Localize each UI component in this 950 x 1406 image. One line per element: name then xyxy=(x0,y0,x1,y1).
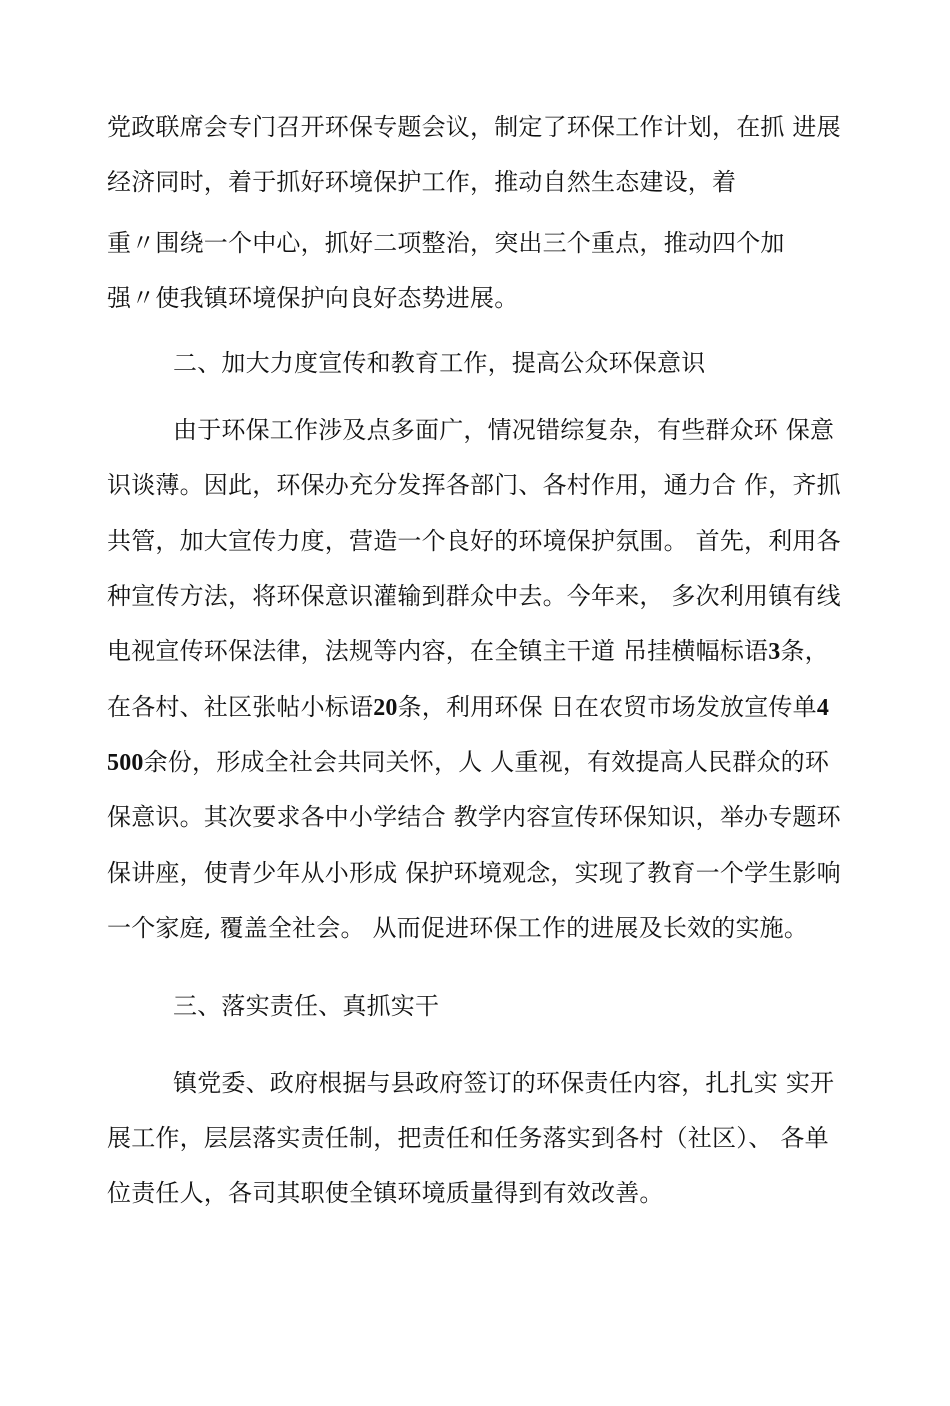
paragraph-line: 保意识。其次要求各中小学结合 教学内容宣传环保知识，举办专题环 xyxy=(107,803,841,831)
paragraph-line: 由于环保工作涉及点多面广，情况错综复杂，有些群众环 保意 xyxy=(173,416,835,444)
section-heading-2: 二、加大力度宣传和教育工作，提高公众环保意识 xyxy=(173,349,706,377)
section-heading-3: 三、落实责任、真抓实干 xyxy=(173,992,440,1020)
paragraph-line: 党政联席会专门召开环保专题会议，制定了环保工作计划，在抓 进展 xyxy=(107,113,841,141)
paragraph-line: 识谈薄。因此，环保办充分发挥各部门、各村作用，通力合 作，齐抓 xyxy=(107,471,841,499)
paragraph-line: 镇党委、政府根据与县政府签订的环保责任内容，扎扎实 实开 xyxy=(173,1069,835,1097)
paragraph-line: 重〃围绕一个中心，抓好二项整治，突出三个重点，推动四个加 xyxy=(107,229,785,257)
paragraph-line: 位责任人，各司其职使全镇环境质量得到有效改善。 xyxy=(107,1179,664,1207)
number-value: 4 xyxy=(816,695,830,721)
number-value: 500 xyxy=(107,750,144,776)
paragraph-line: 一个家庭, 覆盖全社会。 从而促进环保工作的进展及长效的实施。 xyxy=(107,914,809,942)
paragraph-line: 强〃使我镇环境保护向良好态势进展。 xyxy=(107,284,519,312)
text-segment: 条， xyxy=(780,637,829,665)
paragraph-line xyxy=(107,692,829,723)
paragraph-line xyxy=(107,747,829,778)
number-value: 20 xyxy=(373,695,398,721)
paragraph-line: 种宣传方法，将环保意识灌输到群众中去。今年来， 多次利用镇有线 xyxy=(107,582,841,610)
text-segment: 余份，形成全社会共同关怀，人 人重视，有效提高人民群众的环 xyxy=(143,748,830,776)
paragraph-line: 经济同时，着于抓好环境保护工作，推动自然生态建设，着 xyxy=(107,168,737,196)
number-value: 3 xyxy=(768,639,781,665)
text-segment: 电视宣传环保法律，法规等内容，在全镇主干道 吊挂横幅标语 xyxy=(107,637,769,665)
paragraph-line xyxy=(107,636,829,667)
paragraph-line: 共管，加大宣传力度，营造一个良好的环境保护氛围。 首先，利用各 xyxy=(107,527,841,555)
text-segment: 条，利用环保 日在农贸市场发放宣传单 xyxy=(397,693,817,721)
text-segment: 在各村、社区张帖小标语 xyxy=(107,693,374,721)
paragraph-line: 保讲座，使青少年从小形成 保护环境观念，实现了教育一个学生影响 xyxy=(107,859,841,887)
paragraph-line: 展工作，层层落实责任制，把责任和任务落实到各村（社区）、 各单 xyxy=(107,1124,829,1152)
